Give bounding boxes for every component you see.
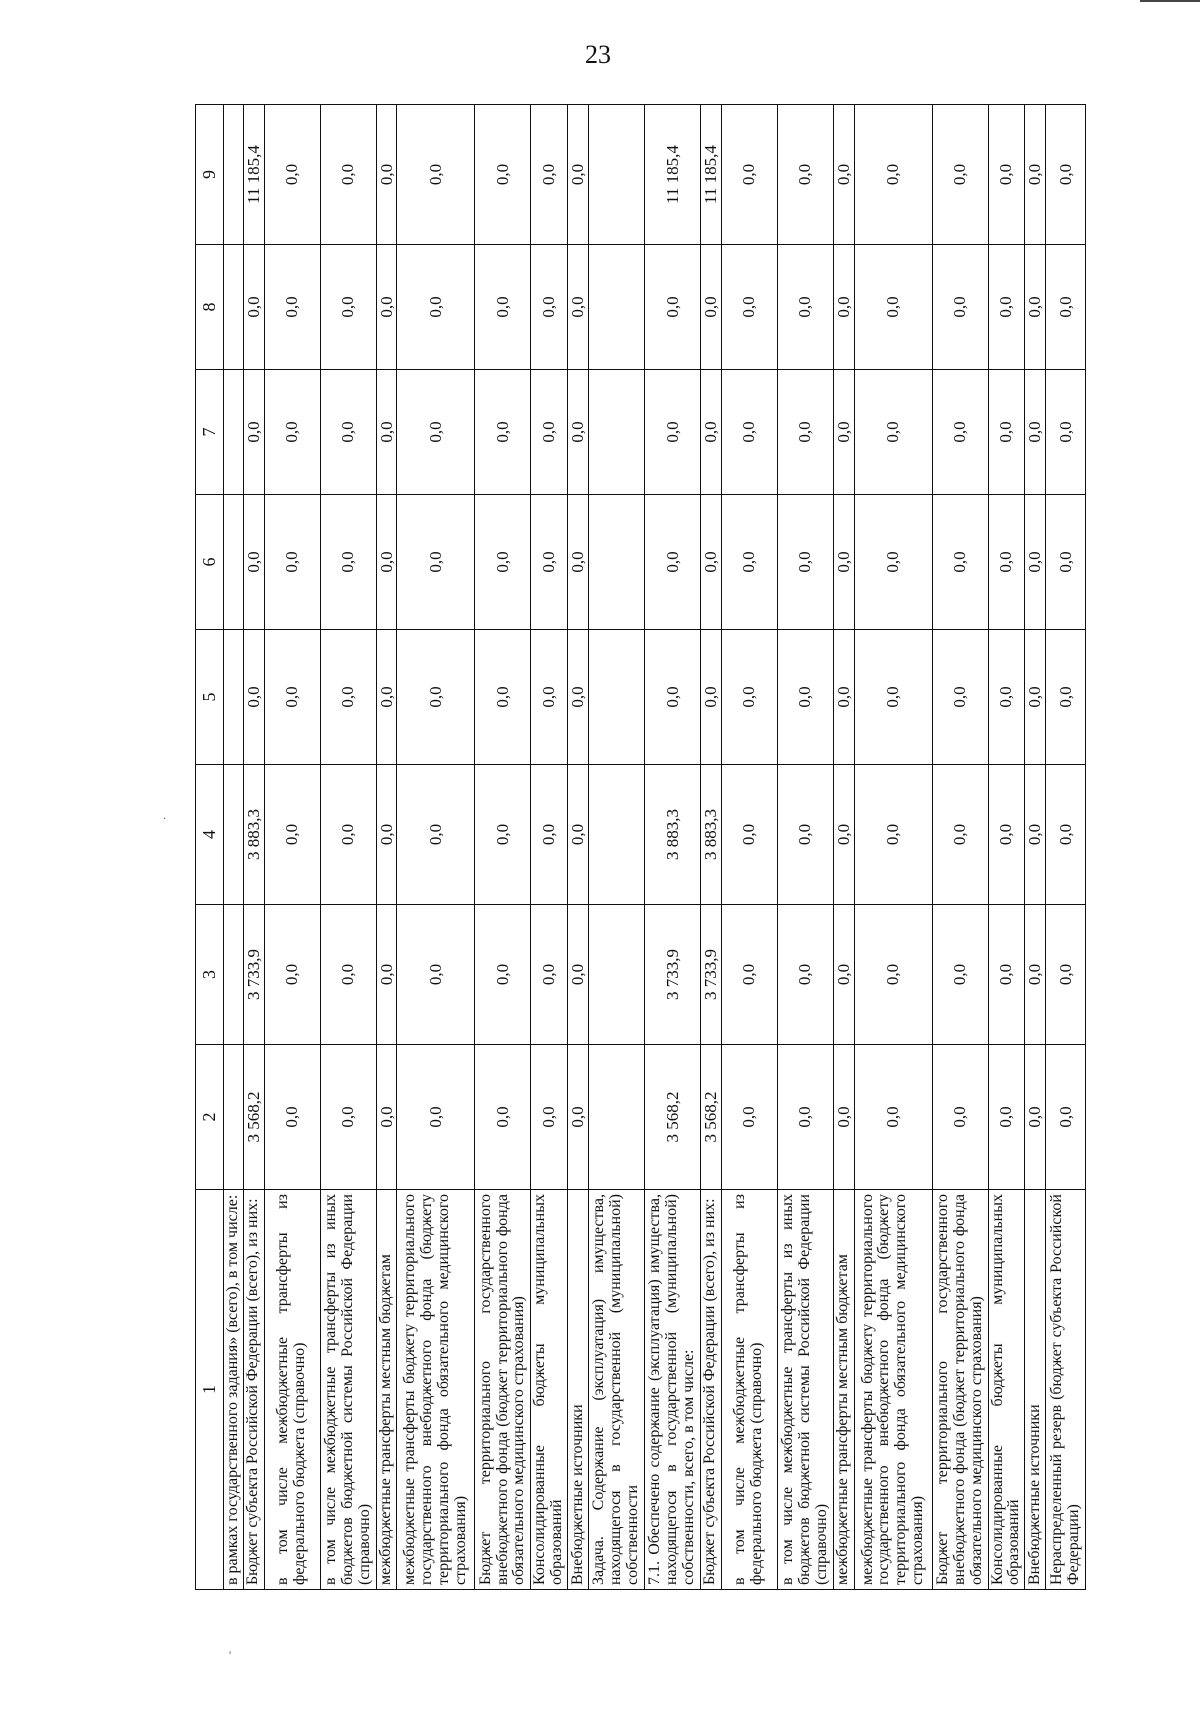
value-cell: 0,0 (531, 905, 568, 1045)
table-row (833, 105, 854, 1590)
value-cell: 0,0 (833, 765, 854, 905)
value-cell: 11 185,4 (243, 105, 264, 245)
value-cell: 0,0 (932, 905, 988, 1045)
value-cell: 0,0 (644, 245, 700, 370)
value-cell: 0,0 (777, 105, 833, 245)
value-cell: 0,0 (700, 630, 721, 765)
value-cell: 0,0 (1046, 1045, 1086, 1190)
value-cell: 0,0 (376, 630, 397, 765)
value-cell: 0,0 (932, 1045, 988, 1190)
value-cell: 0,0 (568, 765, 589, 905)
value-cell (224, 1045, 244, 1190)
value-cell: 0,0 (854, 1045, 932, 1190)
value-cell: 0,0 (1046, 495, 1086, 630)
value-cell: 0,0 (1046, 370, 1086, 495)
value-cell: 0,0 (854, 245, 932, 370)
value-cell: 0,0 (988, 245, 1025, 370)
value-cell: 0,0 (264, 765, 320, 905)
value-cell: 0,0 (721, 765, 777, 905)
budget-table (195, 104, 1086, 1590)
row-label: в том числе межбюджетные трансферты из иных бюджетов бюджетной системы Российской Федерации (справочно) (777, 1190, 833, 1590)
value-cell: 0,0 (475, 245, 531, 370)
value-cell: 0,0 (777, 905, 833, 1045)
value-cell: 0,0 (376, 105, 397, 245)
value-cell: 0,0 (777, 1045, 833, 1190)
value-cell: 0,0 (1025, 1045, 1046, 1190)
value-cell: 0,0 (833, 245, 854, 370)
value-cell (588, 1045, 644, 1190)
scan-edge-mark (1140, 0, 1200, 12)
value-cell: 0,0 (320, 495, 376, 630)
value-cell: 0,0 (320, 765, 376, 905)
column-header: 8 (196, 245, 224, 370)
value-cell (588, 765, 644, 905)
value-cell: 0,0 (777, 245, 833, 370)
value-cell: 3 733,9 (644, 905, 700, 1045)
value-cell: 0,0 (700, 245, 721, 370)
value-cell (588, 630, 644, 765)
row-label: в рамках государственного задания» (всего), в том числе: (224, 1190, 244, 1590)
value-cell (588, 245, 644, 370)
table-row (721, 105, 777, 1590)
value-cell: 3 568,2 (644, 1045, 700, 1190)
row-label: Нераспределенный резерв (бюджет субъекта Российской Федерации) (1046, 1190, 1086, 1590)
value-cell: 0,0 (700, 370, 721, 495)
value-cell: 0,0 (988, 370, 1025, 495)
value-cell: 0,0 (397, 245, 475, 370)
value-cell: 0,0 (568, 1045, 589, 1190)
column-header: 1 (196, 1190, 224, 1590)
row-label: Внебюджетные источники (1025, 1190, 1046, 1590)
row-label: в том числе межбюджетные трансферты из федерального бюджета (справочно) (264, 1190, 320, 1590)
value-cell: 0,0 (264, 105, 320, 245)
column-header: 9 (196, 105, 224, 245)
value-cell: 0,0 (376, 245, 397, 370)
value-cell (588, 905, 644, 1045)
table-row (376, 105, 397, 1590)
value-cell: 0,0 (1025, 370, 1046, 495)
value-cell: 0,0 (397, 630, 475, 765)
value-cell: 0,0 (1025, 905, 1046, 1045)
value-cell: 0,0 (531, 105, 568, 245)
value-cell: 11 185,4 (700, 105, 721, 245)
value-cell: 0,0 (721, 630, 777, 765)
value-cell (224, 765, 244, 905)
column-header: 3 (196, 905, 224, 1045)
scan-speck: . (163, 808, 166, 822)
value-cell: 0,0 (777, 765, 833, 905)
column-header: 2 (196, 1045, 224, 1190)
table-row (531, 105, 568, 1590)
row-label: 7.1. Обеспечено содержание (эксплуатация) имущества, находящегося в государственной (муниципальной) собственности, всего, в том числе: (644, 1190, 700, 1590)
value-cell: 0,0 (1046, 105, 1086, 245)
table-row (1046, 105, 1086, 1590)
value-cell: 0,0 (320, 1045, 376, 1190)
value-cell: 0,0 (932, 370, 988, 495)
value-cell: 0,0 (644, 370, 700, 495)
value-cell (224, 905, 244, 1045)
value-cell: 11 185,4 (644, 105, 700, 245)
value-cell: 3 883,3 (243, 765, 264, 905)
value-cell: 0,0 (932, 105, 988, 245)
table-row (932, 105, 988, 1590)
value-cell: 0,0 (854, 765, 932, 905)
value-cell: 0,0 (243, 495, 264, 630)
value-cell: 0,0 (568, 630, 589, 765)
value-cell: 0,0 (1046, 245, 1086, 370)
scan-speck: ' (229, 1648, 232, 1662)
value-cell: 0,0 (397, 370, 475, 495)
table-row (475, 105, 531, 1590)
header-row (196, 105, 224, 1590)
value-cell: 0,0 (320, 630, 376, 765)
value-cell: 0,0 (531, 495, 568, 630)
row-label: Внебюджетные источники (568, 1190, 589, 1590)
value-cell: 3 883,3 (644, 765, 700, 905)
value-cell (224, 370, 244, 495)
value-cell: 0,0 (531, 630, 568, 765)
value-cell: 0,0 (568, 105, 589, 245)
value-cell: 0,0 (376, 1045, 397, 1190)
value-cell: 0,0 (721, 1045, 777, 1190)
value-cell: 0,0 (777, 495, 833, 630)
value-cell: 0,0 (397, 1045, 475, 1190)
value-cell: 0,0 (932, 495, 988, 630)
value-cell: 0,0 (568, 905, 589, 1045)
row-label: межбюджетные трансферты местным бюджетам (376, 1190, 397, 1590)
value-cell: 0,0 (777, 370, 833, 495)
value-cell: 0,0 (397, 495, 475, 630)
value-cell: 0,0 (264, 245, 320, 370)
value-cell: 0,0 (376, 765, 397, 905)
value-cell: 0,0 (1025, 245, 1046, 370)
row-label: межбюджетные трансферты бюджету территориального государственного внебюджетного фонда (бюджету территориального фонда обязательного медицинского страхования) (397, 1190, 475, 1590)
value-cell: 0,0 (854, 630, 932, 765)
value-cell: 0,0 (397, 105, 475, 245)
column-header: 6 (196, 495, 224, 630)
table-row (243, 105, 264, 1590)
value-cell: 0,0 (475, 105, 531, 245)
row-label: Бюджет территориального государственного внебюджетного фонда (бюджет территориального фонда обязательного медицинского страхования) (932, 1190, 988, 1590)
value-cell: 0,0 (721, 105, 777, 245)
value-cell: 0,0 (264, 630, 320, 765)
table-row (777, 105, 833, 1590)
value-cell: 0,0 (644, 495, 700, 630)
value-cell: 0,0 (854, 495, 932, 630)
row-label: Задача. Содержание (эксплуатация) имущества, находящегося в государственной (муниципальной) собственности (588, 1190, 644, 1590)
table-row (320, 105, 376, 1590)
value-cell: 0,0 (475, 1045, 531, 1190)
value-cell: 0,0 (568, 245, 589, 370)
value-cell: 0,0 (1046, 905, 1086, 1045)
value-cell: 0,0 (531, 245, 568, 370)
value-cell: 0,0 (531, 1045, 568, 1190)
value-cell: 0,0 (475, 370, 531, 495)
value-cell: 0,0 (264, 1045, 320, 1190)
value-cell: 0,0 (932, 630, 988, 765)
value-cell: 0,0 (475, 905, 531, 1045)
table-row (1025, 105, 1046, 1590)
value-cell: 0,0 (243, 245, 264, 370)
column-header: 7 (196, 370, 224, 495)
table-row (700, 105, 721, 1590)
rotated-table-container (195, 105, 1082, 1590)
value-cell: 0,0 (531, 765, 568, 905)
value-cell (224, 630, 244, 765)
table-row (588, 105, 644, 1590)
value-cell: 0,0 (932, 765, 988, 905)
value-cell: 0,0 (1046, 630, 1086, 765)
value-cell: 0,0 (988, 105, 1025, 245)
value-cell: 0,0 (397, 765, 475, 905)
value-cell: 0,0 (376, 370, 397, 495)
value-cell: 0,0 (932, 245, 988, 370)
value-cell: 3 568,2 (700, 1045, 721, 1190)
row-label: межбюджетные трансферты местным бюджетам (833, 1190, 854, 1590)
value-cell: 0,0 (777, 630, 833, 765)
column-header: 5 (196, 630, 224, 765)
value-cell: 0,0 (1046, 765, 1086, 905)
value-cell: 0,0 (1025, 495, 1046, 630)
value-cell: 0,0 (475, 630, 531, 765)
value-cell: 0,0 (376, 495, 397, 630)
value-cell (588, 105, 644, 245)
table-row (988, 105, 1025, 1590)
table-row (264, 105, 320, 1590)
value-cell: 3 568,2 (243, 1045, 264, 1190)
value-cell (224, 495, 244, 630)
table-row (397, 105, 475, 1590)
value-cell: 0,0 (988, 905, 1025, 1045)
value-cell (224, 105, 244, 245)
value-cell: 0,0 (264, 370, 320, 495)
row-label: Консолидированные бюджеты муниципальных образований (531, 1190, 568, 1590)
value-cell: 0,0 (320, 245, 376, 370)
row-label: межбюджетные трансферты бюджету территориального государственного внебюджетного фонда (бюджету территориального фонда обязательного медицинского страхования) (854, 1190, 932, 1590)
row-label: Консолидированные бюджеты муниципальных образований (988, 1190, 1025, 1590)
value-cell: 0,0 (1025, 105, 1046, 245)
value-cell: 0,0 (1025, 765, 1046, 905)
value-cell: 0,0 (568, 370, 589, 495)
value-cell: 0,0 (988, 1045, 1025, 1190)
value-cell: 0,0 (320, 105, 376, 245)
row-label: Бюджет территориального государственного внебюджетного фонда (бюджет территориального фонда обязательного медицинского страхования) (475, 1190, 531, 1590)
value-cell: 0,0 (264, 905, 320, 1045)
value-cell (588, 370, 644, 495)
value-cell (588, 495, 644, 630)
value-cell: 0,0 (833, 105, 854, 245)
table-row (568, 105, 589, 1590)
value-cell: 0,0 (721, 905, 777, 1045)
value-cell: 0,0 (243, 370, 264, 495)
value-cell: 0,0 (721, 245, 777, 370)
value-cell: 0,0 (531, 370, 568, 495)
value-cell: 0,0 (243, 630, 264, 765)
row-label: в том числе межбюджетные трансферты из иных бюджетов бюджетной системы Российской Федерации (справочно) (320, 1190, 376, 1590)
value-cell: 0,0 (988, 495, 1025, 630)
value-cell: 0,0 (320, 370, 376, 495)
value-cell: 0,0 (397, 905, 475, 1045)
value-cell: 3 733,9 (243, 905, 264, 1045)
row-label: Бюджет субъекта Российской Федерации (всего), из них: (700, 1190, 721, 1590)
value-cell: 0,0 (568, 495, 589, 630)
value-cell: 0,0 (854, 105, 932, 245)
table-row (224, 105, 244, 1590)
value-cell: 0,0 (854, 905, 932, 1045)
value-cell: 0,0 (721, 370, 777, 495)
table-row (644, 105, 700, 1590)
value-cell: 0,0 (833, 905, 854, 1045)
value-cell: 0,0 (264, 495, 320, 630)
value-cell: 0,0 (376, 905, 397, 1045)
value-cell: 0,0 (721, 495, 777, 630)
value-cell: 3 733,9 (700, 905, 721, 1045)
table-row (854, 105, 932, 1590)
value-cell: 0,0 (644, 630, 700, 765)
value-cell: 0,0 (988, 630, 1025, 765)
row-label: Бюджет субъекта Российской Федерации (всего), из них: (243, 1190, 264, 1590)
value-cell (224, 245, 244, 370)
value-cell: 0,0 (1025, 630, 1046, 765)
value-cell: 0,0 (833, 495, 854, 630)
value-cell: 0,0 (475, 765, 531, 905)
value-cell: 0,0 (988, 765, 1025, 905)
value-cell: 0,0 (833, 1045, 854, 1190)
row-label: в том числе межбюджетные трансферты из федерального бюджета (справочно) (721, 1190, 777, 1590)
value-cell: 0,0 (833, 630, 854, 765)
value-cell: 0,0 (833, 370, 854, 495)
value-cell: 3 883,3 (700, 765, 721, 905)
page-number: 23 (585, 40, 611, 69)
value-cell: 0,0 (700, 495, 721, 630)
column-header: 4 (196, 765, 224, 905)
value-cell: 0,0 (475, 495, 531, 630)
value-cell: 0,0 (320, 905, 376, 1045)
value-cell: 0,0 (854, 370, 932, 495)
